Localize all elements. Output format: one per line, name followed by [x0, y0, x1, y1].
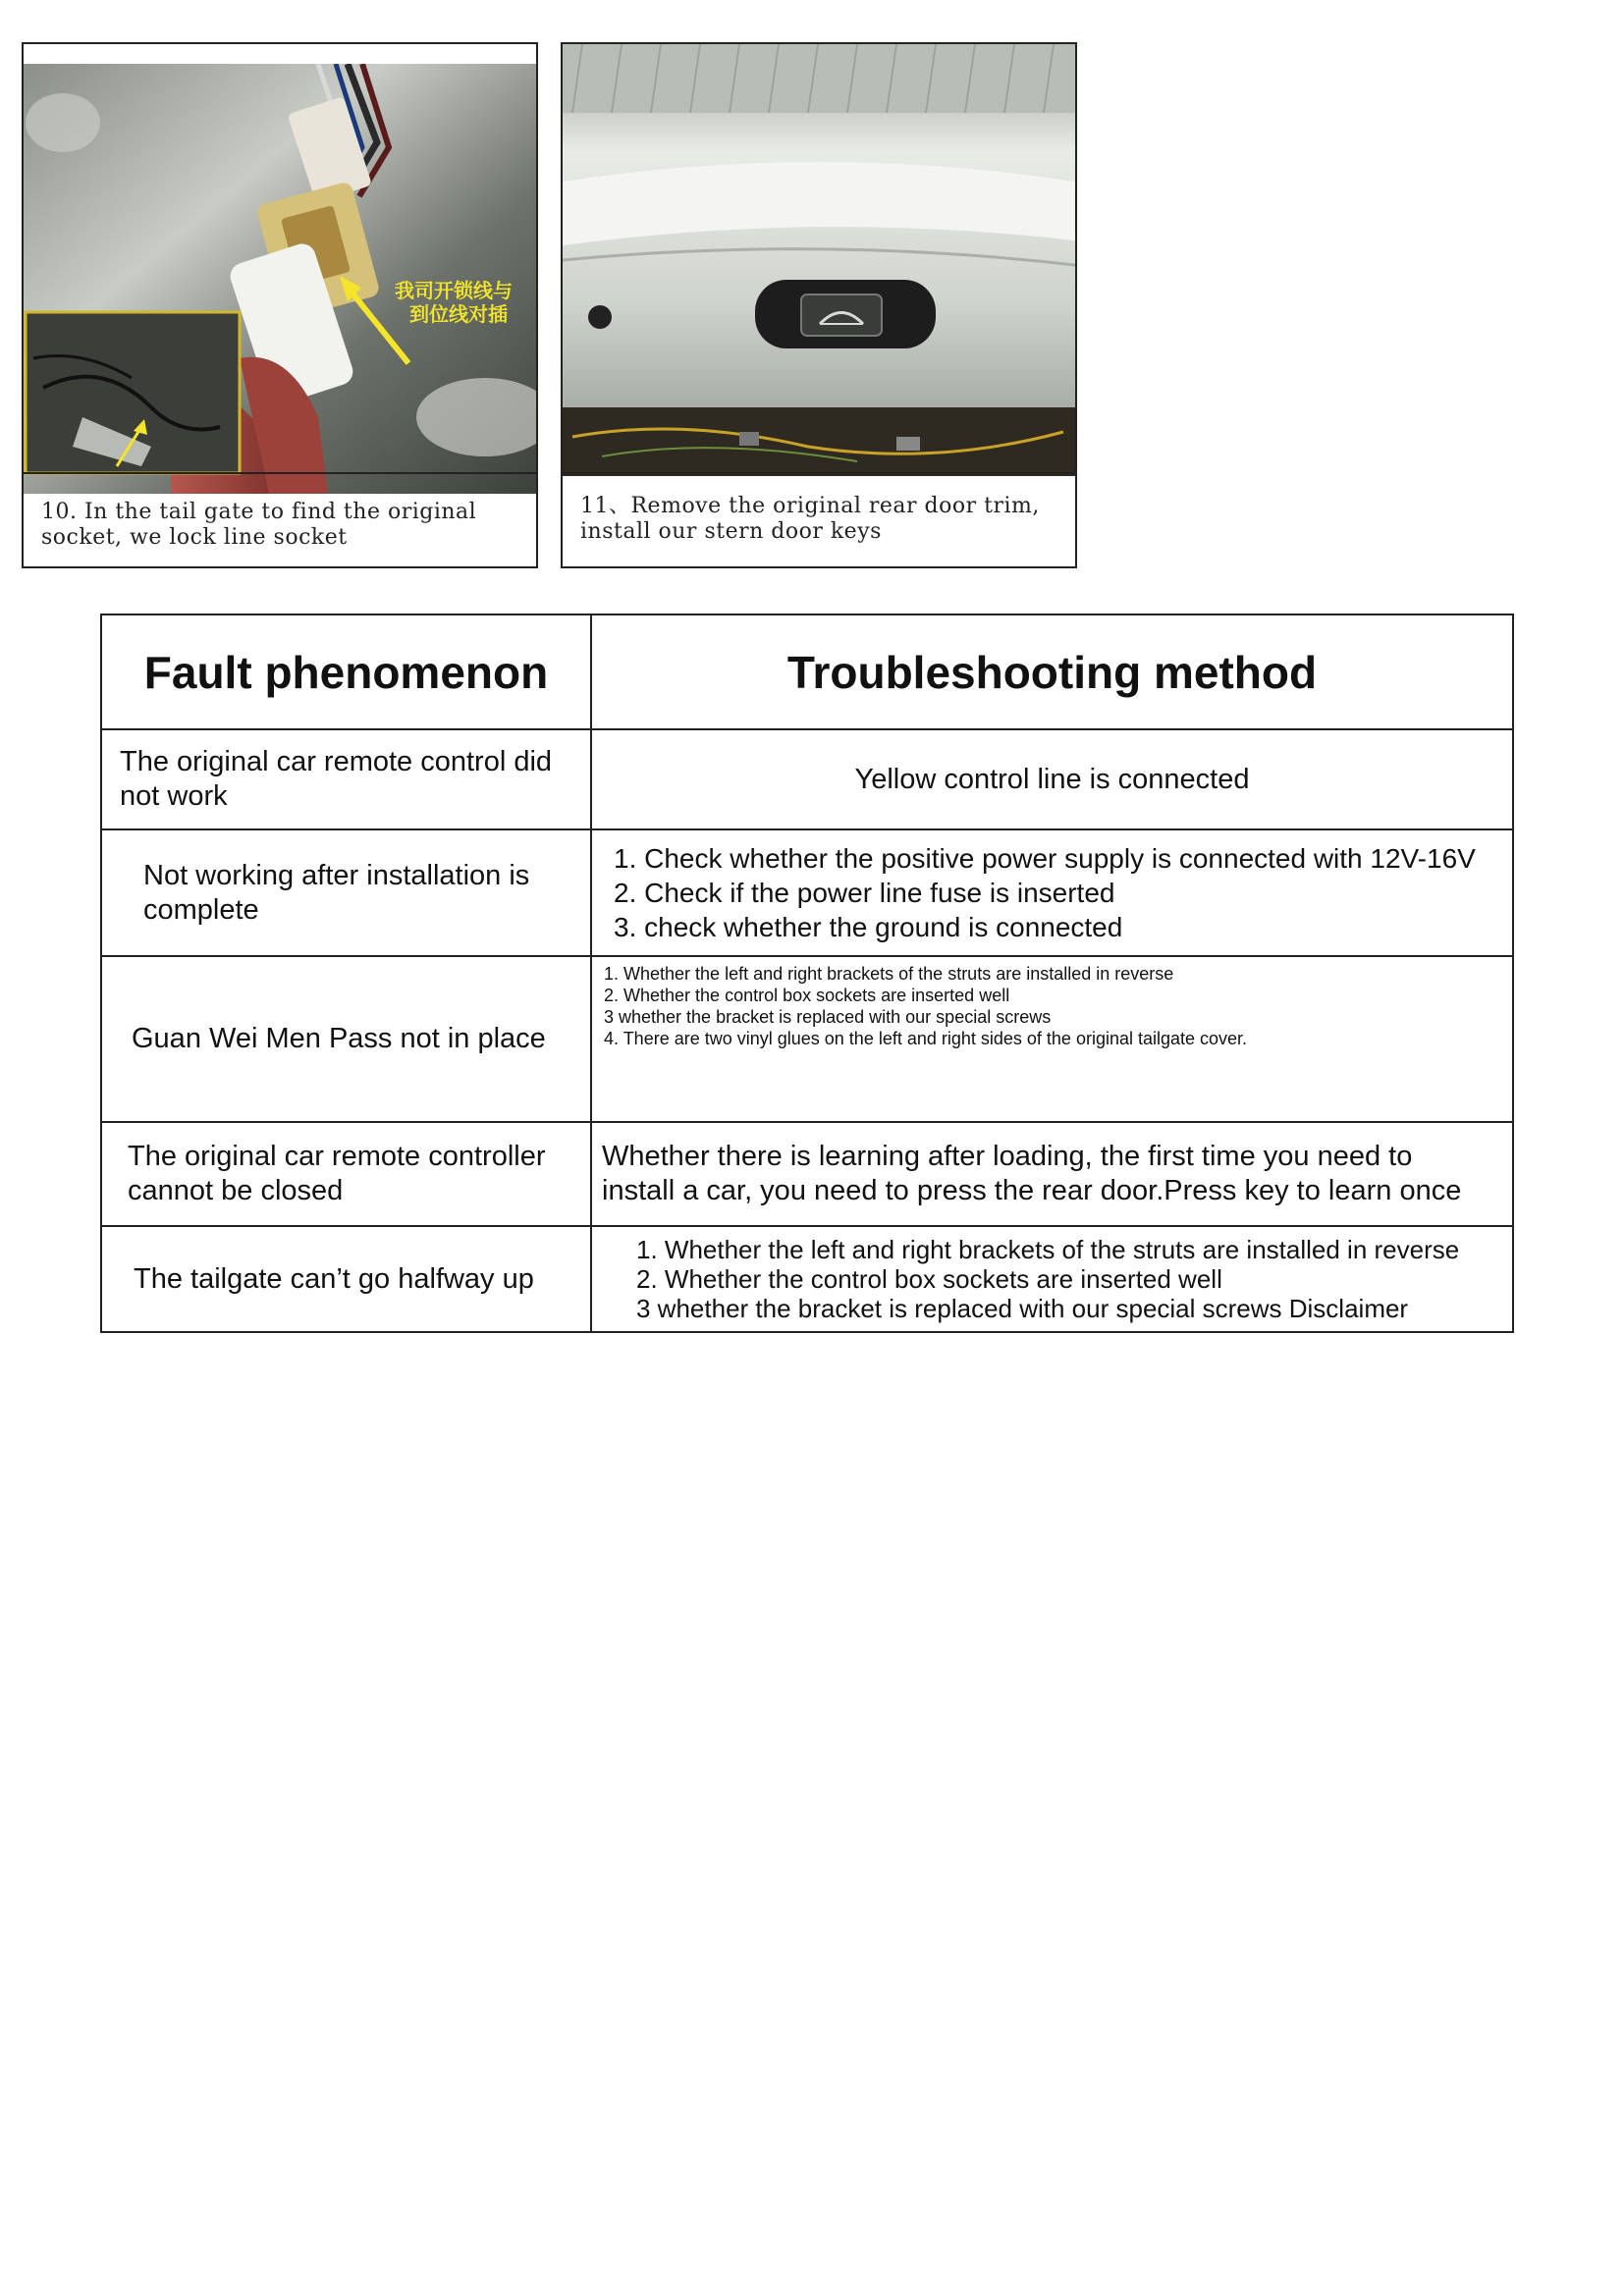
fault-cell: Not working after installation is complete: [101, 829, 591, 956]
fault-cell: The original car remote control did not work: [101, 729, 591, 829]
method-cell: Yellow control line is connected: [591, 729, 1513, 829]
method-cell: 1. Check whether the positive power supply is connected with 12V-16V 2. Check if the power line fuse is inserted 3. check whether the ground is connected: [591, 829, 1513, 956]
fault-cell: Guan Wei Men Pass not in place: [101, 956, 591, 1122]
photo-callout-line-1: 我司开锁线与: [395, 279, 513, 302]
header-fault-phenomenon: Fault phenomenon: [101, 614, 591, 729]
photo-card-1: [22, 42, 538, 568]
photo-caption-1: 10. In the tail gate to find the original socket, we lock line socket: [24, 472, 536, 566]
photo-tailgate-socket: [24, 64, 536, 494]
fault-cell: The tailgate can’t go halfway up: [101, 1226, 591, 1332]
fault-table: [100, 614, 1514, 1333]
table-header-row: [101, 614, 1513, 729]
table-row: [101, 1122, 1513, 1226]
table-row: [101, 729, 1513, 829]
photo-card-2: [561, 42, 1077, 568]
method-cell: 1. Whether the left and right brackets of the struts are installed in reverse 2. Whether the control box sockets are inserted well 3 whether the bracket is replaced with our special screws 4. There are two vinyl glues on the left and right sides of the original tailgate cover.: [591, 956, 1513, 1122]
photo-caption-2: 11、Remove the original rear door trim, install our stern door keys: [563, 472, 1075, 566]
header-troubleshooting-method: Troubleshooting method: [591, 614, 1513, 729]
photo-rear-door-key: [563, 44, 1075, 476]
table-row: [101, 829, 1513, 956]
photo-callout-line-2: 到位线对插: [409, 302, 508, 326]
photo-rear-door-key-image: [563, 44, 1075, 476]
fault-cell: The original car remote controller cannot be closed: [101, 1122, 591, 1226]
method-cell: Whether there is learning after loading, the first time you need to install a car, you need to press the rear door.Press key to learn once: [591, 1122, 1513, 1226]
method-cell: 1. Whether the left and right brackets of the struts are installed in reverse 2. Whether the control box sockets are inserted well 3 whether the bracket is replaced with our special screws Disclaimer: [591, 1226, 1513, 1332]
table-row: [101, 956, 1513, 1122]
table-row: [101, 1226, 1513, 1332]
photo-tailgate-socket-image: [24, 64, 536, 494]
